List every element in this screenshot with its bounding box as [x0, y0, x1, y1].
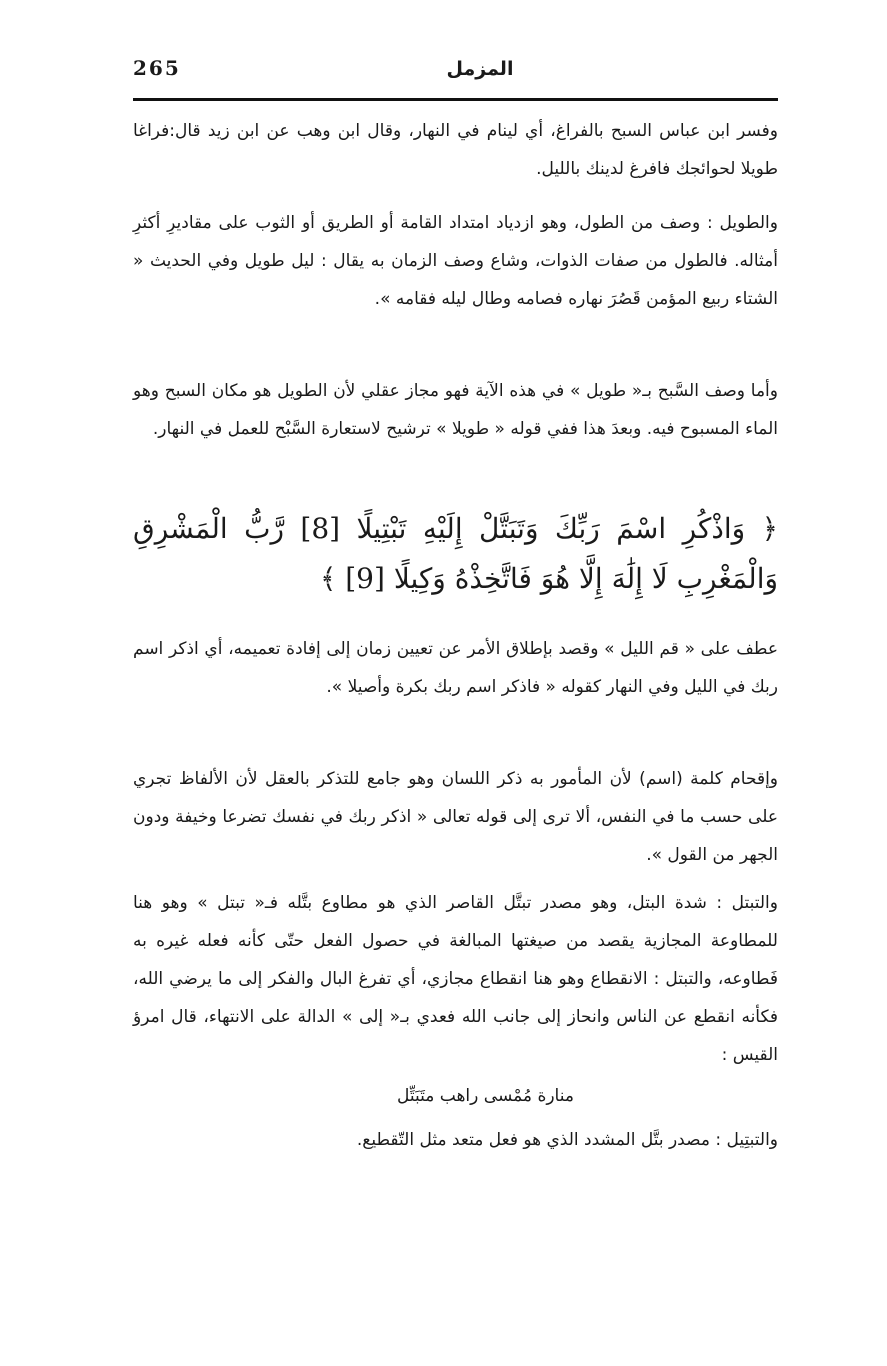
paragraph-5: عطف على « قم الليل » وقصد بإطلاق الأمر عن تعيين زمان إلى إفادة تعميمه، أي اذكر اسم ربك في الليل وفي النهار كقوله « فاذكر اسم ربك بكرة وأصيلا ».	[133, 639, 778, 697]
paragraph-2: والطويل : وصف من الطول، وهو ازدياد امتداد القامة أو الطريق أو الثوب على مقاديرِ أكثرِ أمثاله. فالطول من صفات الذوات، وشاع وصف الزمان به يقال : ليل طويل وفي الحديث « الشتاء ربيع المؤمن قَصُرَ نهاره فصامه وطال ليله فقامه ».	[133, 213, 778, 309]
paragraph-6: وإقحام كلمة (اسم) لأن المأمور به ذكر اللسان وهو جامع للتذكر بالعقل لأن الألفاظ تجري على حسب ما في النفس، ألا ترى إلى قوله تعالى « اذكر ربك في نفسك تضرعا وخيفة ودون الجهر من القول ».	[133, 769, 778, 865]
poetry-line: منارة مُمْسى راهب متَبَتِّل	[397, 1086, 574, 1106]
quran-verse: ﴿ وَاذْكُرِ اسْمَ رَبِّكَ وَتَبَتَّلْ إِلَيْهِ تَبْتِيلًا [8] رَّبُّ الْمَشْرِقِ وَالْمَغْرِبِ لَا إِلَٰهَ إِلَّا هُوَ فَاتَّخِذْهُ وَكِيلًا [9] ﴾	[133, 512, 778, 595]
header-rule	[133, 98, 778, 101]
page-number: 265	[133, 56, 181, 80]
paragraph-1: وفسر ابن عباس السبح بالفراغ، أي لينام في النهار، وقال ابن وهب عن ابن زيد قال:فراغا طويلا لحوائجك فافرغ لدينك بالليل.	[133, 121, 778, 179]
paragraph-8: والتبتِيل : مصدر بتَّل المشدد الذي هو فعل متعد مثل التّقطيع.	[356, 1130, 778, 1150]
paragraph-7: والتبتل : شدة البتل، وهو مصدر تبتَّل القاصر الذي هو مطاوع بتَّله فـ« تبتل » وهو هنا للمطاوعة المجازية يقصد من صيغتها المبالغة في حصول الفعل حتّى كأنه فعله غيره به فَطاوعه، والتبتل : الانقطاع وهو هنا انقطاع مجازي، أي تفرغ البال والفكر إلى ما يرضي الله، فكأنه انقطع عن الناس وانحاز إلى جانب الله فعدي بـ« إلى » الدالة على الانتهاء، قال امرؤ القيس :	[133, 893, 778, 1065]
paragraph-3: وأما وصف السَّبح بـ« طويل » في هذه الآية فهو مجاز عقلي لأن الطويل هو مكان السبح وهو الماء المسبوح فيه. وبعدَ هذا ففي قوله « طويلا » ترشيح لاستعارة السَّبْح للعمل في النهار.	[133, 381, 778, 439]
running-title: المزمل	[446, 58, 514, 80]
page-body	[133, 112, 778, 1162]
